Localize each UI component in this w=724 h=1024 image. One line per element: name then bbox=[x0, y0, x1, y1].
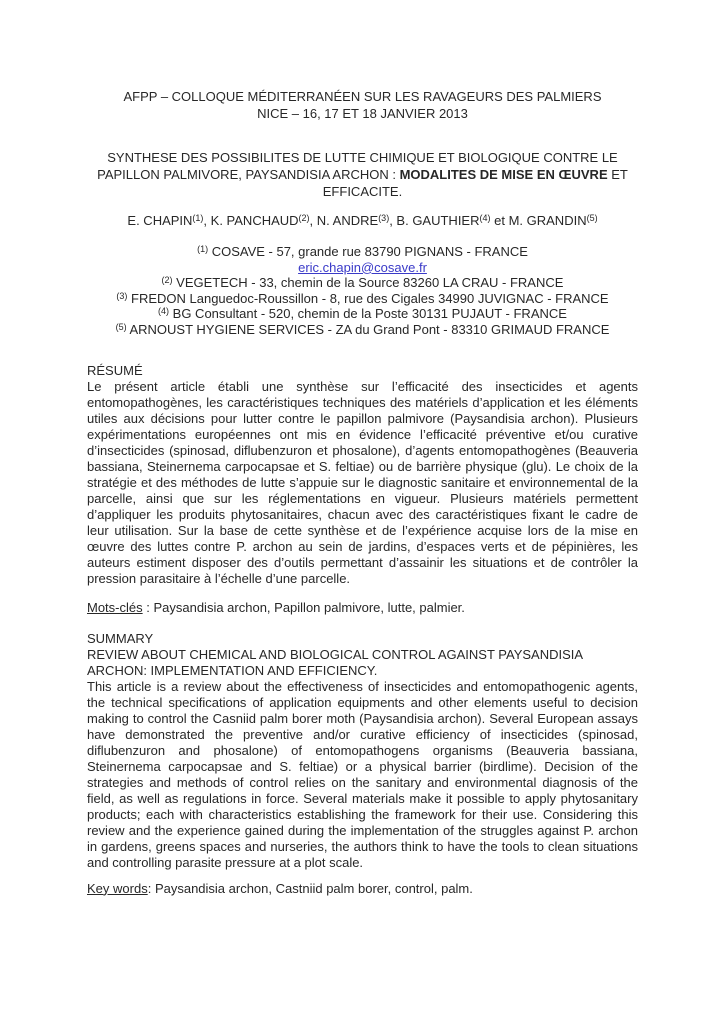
author-affiliation-ref: (2) bbox=[298, 213, 310, 223]
paper-title-part1: SYNTHESE DES POSSIBILITES DE LUTTE CHIMIQUE ET BIOLOGIQUE CONTRE LE PAPILLON PALMIVORE, PAYSANDISIA ARCHON : bbox=[97, 150, 618, 182]
author-separator: , bbox=[203, 213, 211, 228]
author-affiliation-ref: (5) bbox=[586, 213, 598, 223]
author-email-link[interactable]: eric.chapin@cosave.fr bbox=[298, 259, 427, 275]
author-name: B. GAUTHIER bbox=[396, 213, 480, 228]
affiliation-ref: (3) bbox=[116, 290, 128, 301]
authors-line bbox=[87, 213, 638, 229]
affiliation-ref: (5) bbox=[115, 321, 127, 332]
summary-section bbox=[87, 631, 638, 871]
author-separator: et bbox=[490, 213, 509, 228]
affiliation-text: ARNOUST HYGIENE SERVICES - ZA du Grand Pont - 83310 GRIMAUD FRANCE bbox=[126, 321, 610, 337]
affiliation-line bbox=[87, 322, 638, 338]
author-affiliation-ref: (4) bbox=[479, 213, 491, 223]
conference-title: AFPP – COLLOQUE MÉDITERRANÉEN SUR LES RAVAGEURS DES PALMIERS bbox=[123, 89, 602, 104]
author-affiliation-ref: (3) bbox=[378, 213, 390, 223]
resume-body: Le présent article établi une synthèse sur l’efficacité des insecticides et agents entomopathogènes, les caractéristiques techniques des matériels d’application et les éléments utiles aux décisions pour lutter contre le papillon palmivore (Paysandisia archon). Plusieurs expérimentations européennes ont mis en évidence l’efficacité préventive et/ou curative d’insecticides (spinosad, diflubenzuron et phosalone), d’agents entomopathogènes (Beauveria bassiana, Steinernema carpocapsae et S. feltiae) ou de barrière physique (glu). Le choix de la stratégie et des méthodes de lutte s’appuie sur le diagnostic sanitaire et environnemental de la parcelle, ainsi que sur les réglementations en vigueur. Plusieurs matériels permettent d’appliquer les produits phytosanitaires, chacun avec des caractéristiques fixant le cadre de leur utilisation. Sur la base de cette synthèse et de l’expérience acquise lors de la mise en œuvre des luttes contre P. archon au sein de jardins, d’espaces verts et de pépinières, les auteurs estiment disposer des d’outils permettant d’assainir les situations et de contrôler la pression parasitaire à l’échelle d’une parcelle. bbox=[87, 378, 638, 586]
resume-heading: RÉSUMÉ bbox=[87, 362, 143, 378]
keywords-en-sep: : bbox=[147, 880, 155, 896]
affiliation-line bbox=[87, 306, 638, 322]
summary-subtitle: REVIEW ABOUT CHEMICAL AND BIOLOGICAL CONTROL AGAINST PAYSANDISIA ARCHON: IMPLEMENTATION AND EFFICIENCY. bbox=[87, 646, 583, 678]
keywords-fr-line bbox=[87, 600, 638, 616]
affiliation-ref: (1) bbox=[197, 244, 209, 254]
keywords-en-line bbox=[87, 881, 638, 897]
affiliation-text: FREDON Languedoc-Roussillon - 8, rue des Cigales 34990 JUVIGNAC - FRANCE bbox=[127, 290, 609, 306]
conference-date-location: NICE – 16, 17 ET 18 JANVIER 2013 bbox=[257, 106, 468, 121]
keywords-en-label: Key words bbox=[87, 880, 148, 896]
keywords-en-text: Paysandisia archon, Castniid palm borer, control, palm. bbox=[154, 880, 473, 896]
author-separator: , bbox=[309, 213, 317, 228]
resume-section bbox=[87, 363, 638, 587]
affiliation-email-line bbox=[87, 260, 638, 276]
affiliation-text: VEGETECH - 33, chemin de la Source 83260 LA CRAU - FRANCE bbox=[172, 275, 564, 291]
affiliation-ref: (4) bbox=[158, 306, 170, 317]
paper-title bbox=[87, 149, 638, 200]
author-name: K. PANCHAUD bbox=[210, 213, 299, 228]
affiliation-line bbox=[87, 275, 638, 291]
author-name: E. CHAPIN bbox=[127, 213, 193, 228]
author-name: N. ANDRE bbox=[316, 213, 379, 228]
author-separator: , bbox=[389, 213, 397, 228]
conference-header bbox=[87, 88, 638, 122]
affiliations bbox=[87, 244, 638, 338]
keywords-fr-sep: : bbox=[142, 599, 154, 615]
affiliation-text: BG Consultant - 520, chemin de la Poste 30131 PUJAUT - FRANCE bbox=[169, 306, 567, 322]
paper-title-part2-bold: MODALITES DE MISE EN ŒUVRE bbox=[399, 167, 608, 182]
affiliation-line bbox=[87, 244, 638, 260]
affiliation-text: COSAVE - 57, grande rue 83790 PIGNANS - FRANCE bbox=[208, 244, 528, 259]
author-affiliation-ref: (1) bbox=[192, 213, 204, 223]
affiliation-ref: (2) bbox=[161, 275, 173, 286]
paper-title-part3: ET EFFICACITE. bbox=[322, 167, 628, 199]
affiliation-line bbox=[87, 291, 638, 307]
keywords-fr-text: Paysandisia archon, Papillon palmivore, lutte, palmier. bbox=[153, 599, 465, 615]
author-name: M. GRANDIN bbox=[508, 213, 587, 228]
keywords-fr-label: Mots-clés bbox=[87, 599, 143, 615]
summary-heading: SUMMARY bbox=[87, 630, 154, 646]
summary-body: This article is a review about the effectiveness of insecticides and entomopathogenic agents, the technical specifications of application equipments and other elements useful to decision making to control the Casniid palm borer moth (Paysandisia archon). Several European assays have demonstrated the preventive and/or curative efficiency of insecticides (spinosad, diflubenzuron and phosalone) of entomopathogens organisms (Beauveria bassiana, Steinernema carpocapsae and S. feltiae) or a physical barrier (birdlime). Decision of the strategies and methods of control relies on the sanitary and environmental diagnosis of the field, as well as regulations in force. Several materials make it possible to apply phytosanitary products; each with characteristics establishing the framework for their use. Considering this review and the experience gained during the implementation of the struggles against P. archon in gardens, greens spaces and nurseries, the authors think to have the tools to clean situations and controlling parasite pressure at a plot scale. bbox=[87, 678, 638, 870]
